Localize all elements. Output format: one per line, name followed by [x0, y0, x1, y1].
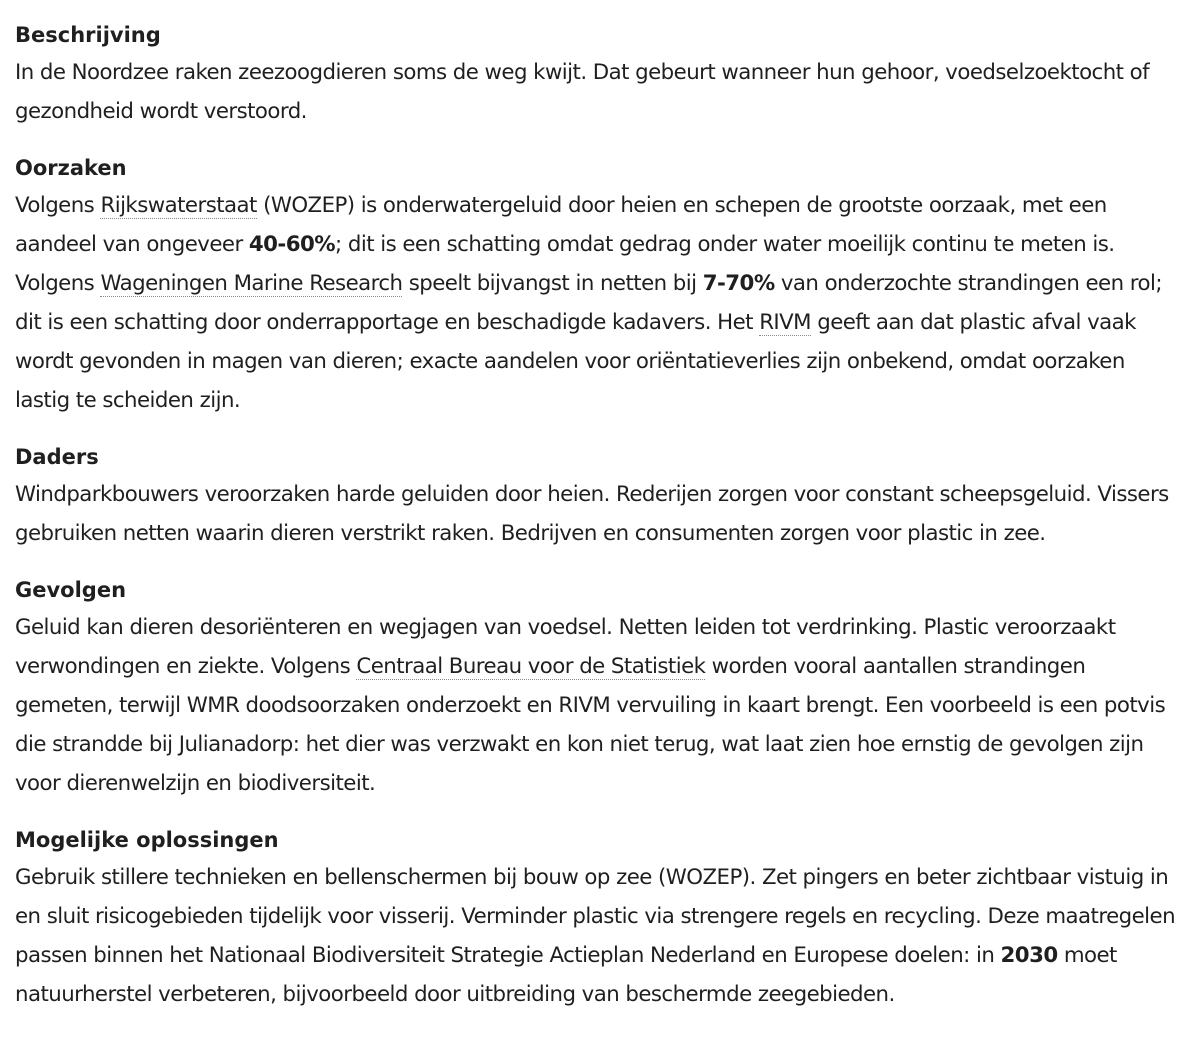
- year-value: 2030: [1000, 943, 1058, 968]
- text-run: Volgens: [15, 193, 101, 218]
- section-oplossingen: [15, 823, 1185, 1014]
- section-daders: [15, 440, 1185, 553]
- text-run: Gebruik stillere technieken en bellenschermen bij bouw op zee (WOZEP). Zet pingers en beter zichtbaar vistuig in en sluit risicogebieden tijdelijk voor visserij. Verminder plastic via strengere regels en recycling. Deze maatregelen passen binnen het Nationaal Biodiversiteit Strategie Actieplan Nederland en Europese doelen: in: [15, 865, 1176, 968]
- percentage-value: 40-60%: [248, 232, 336, 257]
- text-run: worden vooral aantallen strandingen gemeten, terwijl WMR doodsoorzaken onderzoekt en RIVM vervuiling in kaart brengt. Een voorbeeld is een potvis die strandde bij Julianadorp: het dier was verzwakt en kon niet terug, wat laat zien hoe ernstig de gevolgen zijn voor dierenwelzijn en biodiversiteit.: [15, 654, 1166, 796]
- text-run: moet natuurherstel verbeteren, bijvoorbeeld door uitbreiding van beschermde zeegebieden.: [15, 943, 1117, 1007]
- section-paragraph: [15, 608, 1185, 803]
- link-wageningen-marine-research[interactable]: Wageningen Marine Research: [100, 271, 403, 296]
- section-gevolgen: [15, 573, 1185, 803]
- section-heading: Oorzaken: [15, 156, 127, 180]
- section-heading: Gevolgen: [15, 578, 127, 602]
- section-paragraph: Windparkbouwers veroorzaken harde geluiden door heien. Rederijen zorgen voor constant scheepsgeluid. Vissers gebruiken netten waarin dieren verstrikt raken. Bedrijven en consumenten zorgen voor plastic in zee.: [15, 482, 1169, 546]
- section-heading: Daders: [15, 445, 99, 469]
- text-run: (WOZEP) is onderwatergeluid door heien en schepen de grootste oorzaak, met een aandeel van ongeveer: [15, 193, 1107, 257]
- text-run: Geluid kan dieren desoriënteren en wegjagen van voedsel. Netten leiden tot verdrinking. Plastic veroorzaakt verwondingen en ziekte. Volgens: [15, 615, 1116, 679]
- section-paragraph: [15, 858, 1185, 1014]
- section-heading: Beschrijving: [15, 23, 161, 47]
- section-beschrijving: [15, 18, 1185, 131]
- link-cbs[interactable]: Centraal Bureau voor de Statistiek: [356, 654, 706, 679]
- section-paragraph: [15, 186, 1185, 420]
- text-run: speelt bijvangst in netten bij: [402, 271, 703, 296]
- text-run: geeft aan dat plastic afval vaak wordt gevonden in magen van dieren; exacte aandelen voor oriëntatieverlies zijn onbekend, omdat oorzaken lastig te scheiden zijn.: [15, 310, 1136, 413]
- link-rivm[interactable]: RIVM: [759, 310, 812, 335]
- percentage-value: 7-70%: [702, 271, 775, 296]
- link-rijkswaterstaat[interactable]: Rijkswaterstaat: [100, 193, 257, 218]
- section-oorzaken: [15, 151, 1185, 420]
- section-paragraph: In de Noordzee raken zeezoogdieren soms de weg kwijt. Dat gebeurt wanneer hun gehoor, voedselzoektocht of gezondheid wordt verstoord.: [15, 60, 1150, 124]
- text-run: van onderzochte strandingen een rol; dit is een schatting door onderrapportage en beschadigde kadavers. Het: [15, 271, 1162, 335]
- text-run: ; dit is een schatting omdat gedrag onder water moeilijk continu te meten is. Volgens: [15, 232, 1115, 296]
- section-heading: Mogelijke oplossingen: [15, 828, 279, 852]
